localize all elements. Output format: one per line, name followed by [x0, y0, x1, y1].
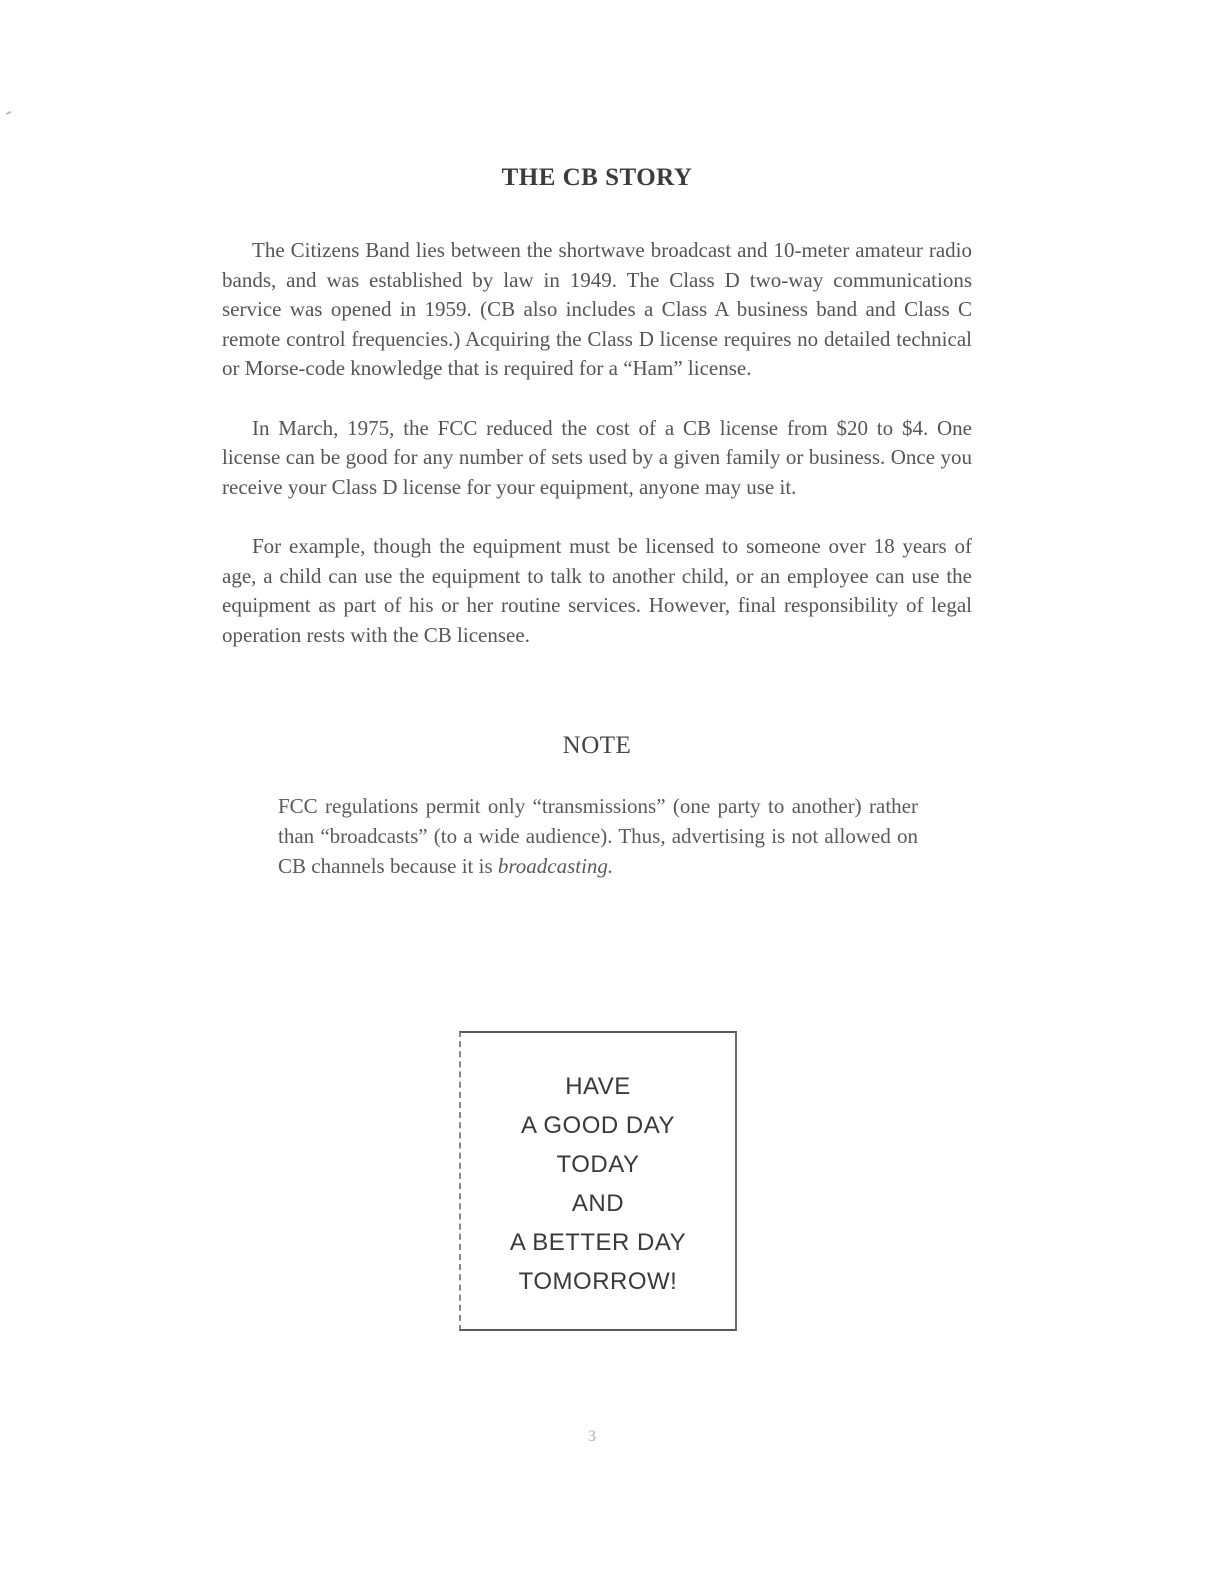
note-body — [278, 791, 918, 881]
greeting-box — [459, 1031, 737, 1331]
page-title: THE CB STORY — [501, 164, 693, 191]
greeting-line: TODAY — [556, 1151, 640, 1178]
note-emphasis: broadcasting. — [497, 854, 614, 878]
greeting-line: A BETTER DAY — [509, 1229, 687, 1256]
page-number: 3 — [588, 1428, 596, 1445]
greeting-line: A GOOD DAY — [521, 1112, 675, 1139]
greeting-line: AND — [571, 1190, 625, 1217]
paragraph: The Citizens Band lies between the shortwave broadcast and 10-meter amateur radio bands, and was established by law in 1949. The Class D two-way communications service was opened in 1959. (CB also includes a Class A business band and Class C remote control frequencies.) Acquiring the Class D license requires no detailed technical or Morse-code knowledge that is required for a “Ham” license. — [222, 238, 972, 380]
greeting-lines — [461, 1067, 735, 1301]
paragraph: For example, though the equipment must be licensed to someone over 18 years of age, a child can use the equipment to talk to another child, or an employee can use the equipment as part of his or her routine services. However, final responsibility of legal operation rests with the CB licensee. — [222, 534, 972, 647]
greeting-line: HAVE — [565, 1073, 631, 1100]
note-paragraph — [278, 791, 918, 881]
note-text: FCC regulations permit only “transmissions” (one party to another) rather than “broadcasts” (to a wide audience). Thus, advertising is not allowed on CB channels because it is — [278, 794, 918, 878]
greeting-line: TOMORROW! — [518, 1268, 678, 1295]
scan-speck — [6, 111, 11, 115]
story-body — [222, 236, 972, 680]
paragraph: In March, 1975, the FCC reduced the cost of a CB license from $20 to $4. One license can be good for any number of sets used by a given family or business. Once you receive your Class D license for your equipment, anyone may use it. — [222, 415, 972, 499]
note-heading: NOTE — [562, 732, 632, 759]
